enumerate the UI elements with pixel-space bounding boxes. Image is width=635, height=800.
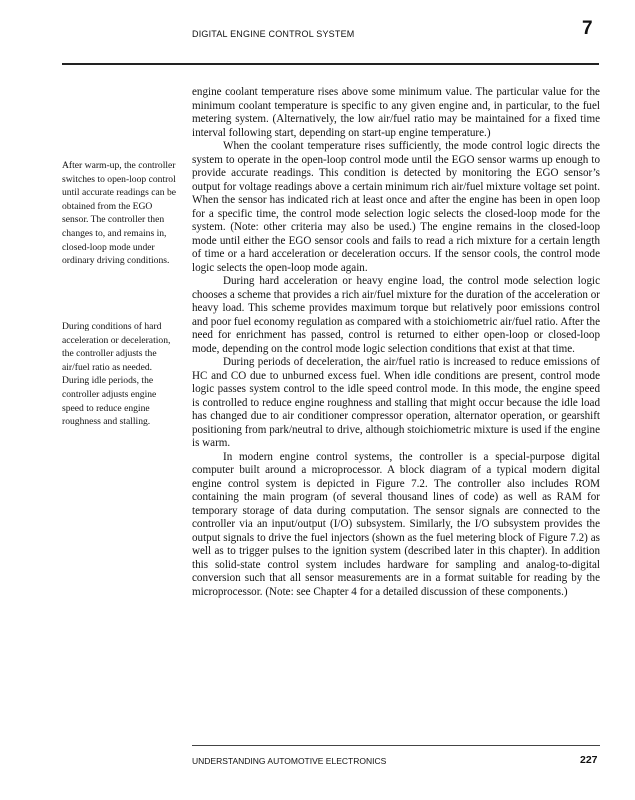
footer-rule [192, 745, 600, 746]
paragraph: During periods of deceleration, the air/fuel ratio is increased to reduce emissions of HC and CO due to unburned excess fuel. When idle conditions are present, control mode logic passes system control to the idle speed control mode. In this mode, the engine speed is controlled to reduce engine roughness and stalling that might occur because the idle load has changed due to air conditioner compressor operation, alternator operation, or gearshift positioning from park/neutral to drive, although stoichiometric mixture is used if the engine is warm. [192, 356, 600, 449]
running-footer-title: UNDERSTANDING AUTOMOTIVE ELECTRONICS [192, 756, 387, 766]
header-rule [62, 63, 599, 65]
paragraph: In modern engine control systems, the controller is a special-purpose digital computer built around a microprocessor. A block diagram of a typical modern digital engine control system is depicted in Figure 7.2. The controller also includes ROM containing the main program (of several thousand lines of code) as well as RAM for temporary storage of data during computation. The sensor signals are connected to the controller via an input/output (I/O) subsystem. Similarly, the I/O subsystem provides the output signals to drive the fuel injectors (shown as the fuel metering block of Figure 7.2) as well as to trigger pulses to the ignition system (described later in this chapter). In addition this solid-state control system includes hardware for sampling and analog-to-digital conversion such that all sensor measurements are in a format suitable for reading by the microprocessor. (Note: see Chapter 4 for a detailed discussion of these components.) [192, 450, 600, 598]
paragraph: During hard acceleration or heavy engine load, the control mode selection logic chooses a scheme that provides a rich air/fuel mixture for the duration of the acceleration or heavy load. This scheme provides maximum torque but relatively poor emissions control and poor fuel economy regulation as compared with a stoichiometric air/fuel ratio. After the need for enrichment has passed, control is returned to either open-loop or closed-loop mode, depending on the control mode logic selection conditions that exist at that time. [192, 275, 600, 355]
paragraph: When the coolant temperature rises sufficiently, the mode control logic directs the system to operate in the open-loop control mode until the EGO sensor warms up enough to provide accurate readings. This condition is detected by monitoring the EGO sensor’s output for voltage readings above a certain minimum rich air/fuel mixture voltage set point. When the sensor has indicated rich at least once and after the engine has been in open loop for a specific time, the control mode selection logic selects the closed-loop mode for the system. (Note: other criteria may also be used.) The engine remains in the closed-loop mode until either the EGO sensor cools and fails to read a rich mixture for a certain length of time or a hard acceleration or deceleration occurs. If the sensor cools, the control mode logic selects the open-loop mode again. [192, 140, 600, 274]
body-text [192, 86, 600, 599]
paragraph: engine coolant temperature rises above some minimum value. The particular value for the minimum coolant temperature is specific to any given engine and, in particular, to the fuel metering system. (Alternatively, the low air/fuel ratio may be maintained for a fixed time interval following start, depending on start-up engine temperature.) [192, 86, 600, 139]
running-header-title: DIGITAL ENGINE CONTROL SYSTEM [192, 29, 355, 39]
margin-note: During conditions of hard acceleration or deceleration, the controller adjusts the air/fuel ratio as needed. During idle periods, the controller adjusts engine speed to reduce engine roughness and stalling. [62, 321, 171, 428]
chapter-number: 7 [582, 18, 593, 39]
page-number: 227 [580, 754, 598, 766]
margin-note: After warm-up, the controller switches to open-loop control until accurate readings can be obtained from the EGO sensor. The controller then changes to, and remains in, closed-loop mode under ordinary driving conditions. [62, 160, 177, 267]
